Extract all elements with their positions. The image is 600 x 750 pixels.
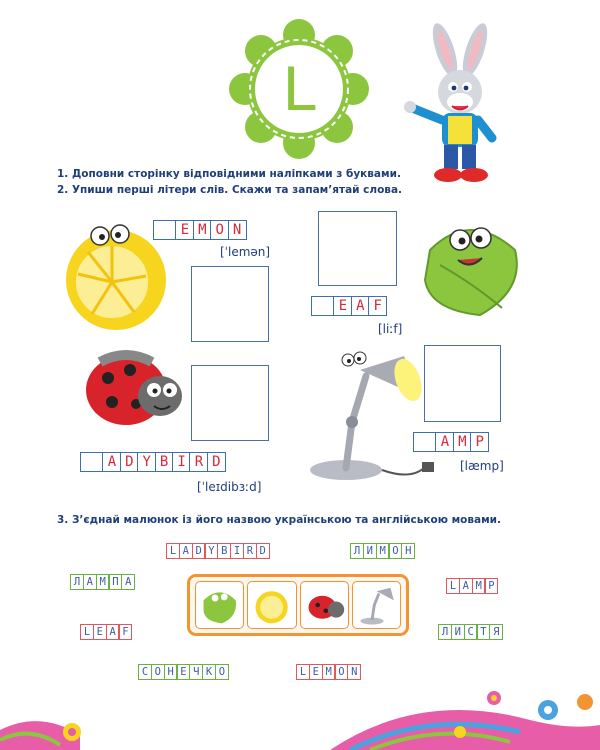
letter-cell: N	[228, 220, 247, 240]
label-letter-cell: N	[347, 664, 361, 680]
label-lystia[interactable]	[438, 624, 502, 640]
pronunciation-lamp: [læmp]	[460, 459, 504, 473]
label-sonechko[interactable]	[138, 664, 228, 680]
label-letter-cell: P	[484, 578, 498, 594]
label-lamp[interactable]	[446, 578, 497, 594]
instruction-3: 3. З’єднай малюнок із його назвою українською та англійською мовами.	[57, 514, 502, 526]
letter-cell: O	[210, 220, 229, 240]
label-letter-cell: Н	[401, 543, 415, 559]
label-letter-cell: М	[376, 543, 390, 559]
label-letter-cell: I	[230, 543, 244, 559]
letter-cell: R	[189, 452, 208, 472]
label-letter-cell: D	[192, 543, 206, 559]
label-letter-cell: Т	[476, 624, 490, 640]
missing-letter-box[interactable]	[311, 296, 335, 316]
label-letter-cell: Я	[489, 624, 503, 640]
label-letter-cell: A	[459, 578, 473, 594]
label-letter-cell: E	[93, 624, 107, 640]
sticker-box-lemon[interactable]	[191, 266, 269, 342]
decorative-swirls-bottom	[0, 680, 600, 750]
label-letter-cell: К	[202, 664, 216, 680]
label-lymon[interactable]	[350, 543, 414, 559]
label-letter-cell: О	[151, 664, 165, 680]
label-letter-cell: И	[451, 624, 465, 640]
bunny-mascot	[400, 20, 510, 190]
ladybird-illustration	[78, 340, 188, 436]
label-letter-cell: L	[80, 624, 94, 640]
letter-cell: D	[120, 452, 139, 472]
label-letter-cell: A	[106, 624, 120, 640]
sticker-box-leaf[interactable]	[318, 211, 397, 286]
missing-letter-box[interactable]	[153, 220, 177, 240]
badge-letter: L	[282, 55, 316, 125]
label-letter-cell: Л	[438, 624, 452, 640]
pronunciation-lemon: [ˈlemən]	[220, 245, 271, 259]
label-letter-cell: L	[166, 543, 180, 559]
word-lamp	[413, 432, 488, 452]
word-ladybird	[80, 452, 224, 472]
label-letter-cell: А	[121, 574, 135, 590]
letter-cell: I	[172, 452, 191, 472]
label-letter-cell: И	[363, 543, 377, 559]
leaf-illustration	[410, 210, 530, 322]
label-lampa[interactable]	[70, 574, 134, 590]
label-letter-cell: Л	[350, 543, 364, 559]
label-letter-cell: B	[217, 543, 231, 559]
label-letter-cell: Y	[204, 543, 218, 559]
label-letter-cell: О	[388, 543, 402, 559]
letter-cell: M	[193, 220, 212, 240]
sticker-box-ladybird[interactable]	[191, 365, 269, 441]
label-letter-cell: С	[464, 624, 478, 640]
letter-cell: E	[175, 220, 194, 240]
label-letter-cell: А	[83, 574, 97, 590]
letter-cell: D	[207, 452, 226, 472]
sticker-box-lamp[interactable]	[424, 345, 501, 422]
letter-cell: M	[453, 432, 472, 452]
letter-cell: Y	[137, 452, 156, 472]
label-letter-cell: П	[108, 574, 122, 590]
pronunciation-leaf: [liːf]	[378, 322, 403, 336]
letter-cell: P	[470, 432, 489, 452]
letter-badge	[228, 18, 370, 160]
label-letter-cell: Л	[70, 574, 84, 590]
picture-lemon[interactable]	[247, 581, 296, 629]
label-ladybird[interactable]	[166, 543, 269, 559]
label-letter-cell: М	[96, 574, 110, 590]
word-lemon	[153, 220, 245, 240]
label-letter-cell: L	[296, 664, 310, 680]
picture-lamp[interactable]	[352, 581, 401, 629]
label-letter-cell: A	[179, 543, 193, 559]
lamp-illustration	[300, 340, 440, 486]
letter-cell: F	[368, 296, 387, 316]
label-letter-cell: D	[256, 543, 270, 559]
label-letter-cell: Е	[176, 664, 190, 680]
label-letter-cell: F	[118, 624, 132, 640]
missing-letter-box[interactable]	[413, 432, 437, 452]
label-letter-cell: L	[446, 578, 460, 594]
letter-cell: A	[102, 452, 121, 472]
picture-ladybird[interactable]	[300, 581, 349, 629]
label-letter-cell: С	[138, 664, 152, 680]
label-letter-cell: Н	[164, 664, 178, 680]
word-leaf	[311, 296, 386, 316]
label-letter-cell: R	[243, 543, 257, 559]
label-letter-cell: О	[215, 664, 229, 680]
label-letter-cell: M	[322, 664, 336, 680]
label-lemon[interactable]	[296, 664, 360, 680]
label-letter-cell: E	[309, 664, 323, 680]
label-leaf[interactable]	[80, 624, 131, 640]
letter-cell: B	[155, 452, 174, 472]
instruction-1: 1. Доповни сторінку відповідними наліпками з буквами.	[57, 168, 401, 180]
letter-cell: A	[351, 296, 370, 316]
label-letter-cell: M	[472, 578, 486, 594]
pronunciation-ladybird: [ˈleɪdibɜːd]	[197, 480, 262, 494]
missing-letter-box[interactable]	[80, 452, 104, 472]
label-letter-cell: Ч	[189, 664, 203, 680]
letter-cell: E	[333, 296, 352, 316]
picture-leaf[interactable]	[195, 581, 244, 629]
label-letter-cell: O	[334, 664, 348, 680]
matching-picture-strip	[187, 574, 409, 636]
instruction-2: 2. Упиши перші літери слів. Скажи та запам’ятай слова.	[57, 184, 403, 196]
letter-cell: A	[435, 432, 454, 452]
